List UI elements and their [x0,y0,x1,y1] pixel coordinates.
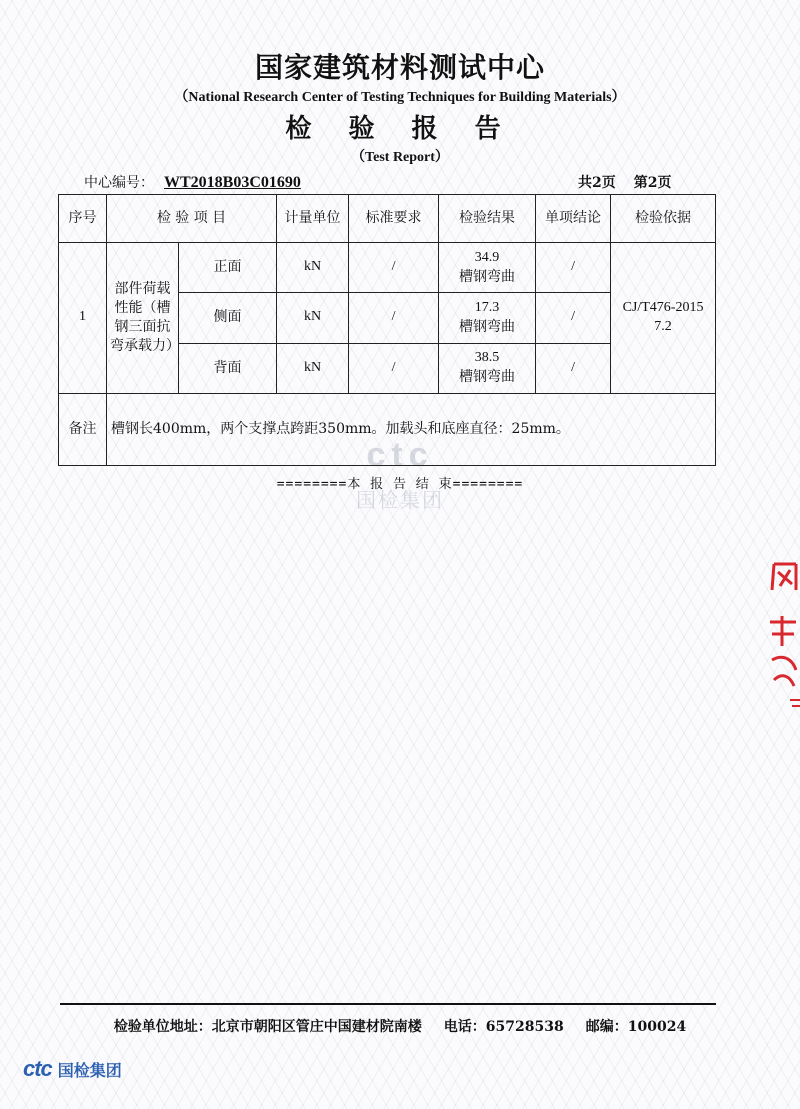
report-title-cn: 检 验 报 告 [285,114,515,144]
result-note: 槽钢弯曲 [459,268,516,285]
watermark-logo: ctc [366,436,434,474]
page-indicator [578,172,672,192]
conclusion-cell: / [536,243,611,293]
result-value: 38.5 [474,350,500,366]
requirement-cell: / [349,243,439,293]
unit-cell: kN [277,293,349,343]
remark-text: 槽钢长400mm，两个支撑点跨距350mm。加载头和底座直径：25mm。 [107,393,716,465]
center-number-value: WT2018B03C01690 [164,174,301,191]
brand-name: 国检集团 [57,1060,122,1080]
header-item: 检 验 项 目 [107,195,277,243]
watermark-name: 国检集团 [356,488,444,512]
sub-item: 侧面 [179,293,277,343]
red-stamp-fragment [760,560,800,710]
current-page: 第2页 [633,175,672,191]
header-unit: 计量单位 [277,195,349,243]
footer-info [0,1016,800,1036]
table-row [59,243,716,293]
center-number-label: 中心编号： [84,175,154,191]
footer-address: 检验单位地址：北京市朝阳区管庄中国建材院南楼 [113,1019,422,1035]
result-note: 槽钢弯曲 [459,369,516,386]
header-basis: 检验依据 [611,195,716,243]
unit-cell: kN [277,343,349,393]
center-number [84,172,301,192]
report-title-en: （Test Report） [351,150,449,165]
requirement-cell: / [349,343,439,393]
conclusion-cell: / [536,343,611,393]
header-result: 检验结果 [439,195,536,243]
result-cell [439,293,536,343]
org-title-en: （National Research Center of Testing Techniques for Building Materials） [174,90,626,105]
ctc-logo-icon: ctc [23,1056,52,1081]
remark-row [59,393,716,465]
basis-clause: 7.2 [654,318,672,334]
header-conclusion: 单项结论 [536,195,611,243]
result-note: 槽钢弯曲 [459,318,516,335]
row-index: 1 [59,243,107,394]
result-value: 17.3 [474,300,500,316]
sub-item: 正面 [179,243,277,293]
table-header-row [59,195,716,243]
result-cell [439,243,536,293]
header-index: 序号 [59,195,107,243]
unit-cell: kN [277,243,349,293]
org-title-cn: 国家建筑材料测试中心 [254,51,545,84]
basis-standard: CJ/T476-2015 [622,300,704,316]
header-requirement: 标准要求 [349,195,439,243]
end-of-report-marker: ========本 报 告 结 束======== [276,477,524,492]
footer-divider [60,1003,716,1005]
item-group: 部件荷载性能（槽钢三面抗弯承载力） [107,243,179,394]
footer-postcode: 邮编：100024 [585,1019,687,1035]
remark-label: 备注 [59,393,107,465]
requirement-cell: / [349,293,439,343]
conclusion-cell: / [536,293,611,343]
basis-cell [611,243,716,394]
report-table [58,194,716,466]
brand [23,1056,122,1082]
footer-phone: 电话：65728538 [443,1019,564,1035]
total-pages: 共2页 [578,175,616,191]
result-value: 34.9 [474,249,500,265]
sub-item: 背面 [179,343,277,393]
result-cell [439,343,536,393]
